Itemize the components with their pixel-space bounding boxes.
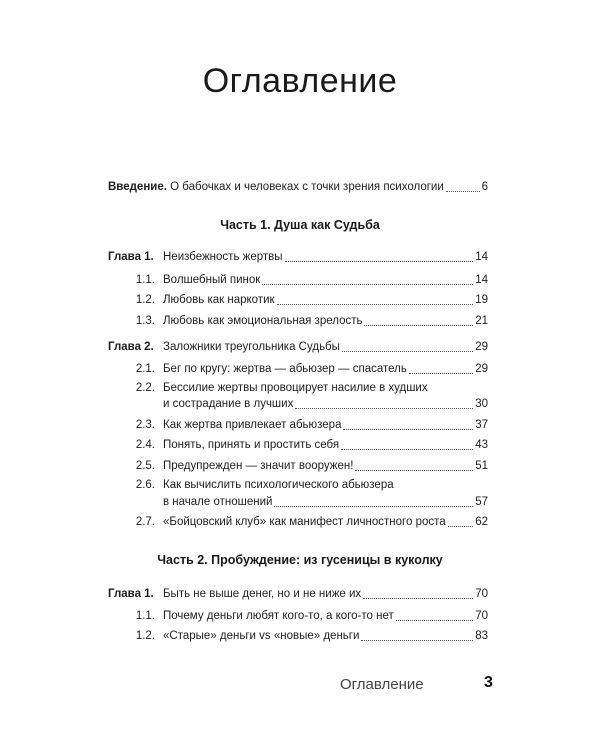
leader-dots: [342, 350, 473, 352]
toc-entry-1-3[interactable]: [108, 314, 488, 329]
entry-title: Как жертва привлекает абьюзера: [163, 419, 342, 431]
page-number: 6: [481, 181, 488, 193]
toc-entry-2-4[interactable]: [108, 438, 488, 453]
page-number: 57: [475, 496, 488, 508]
entry-title: Бег по кругу: жертва — абьюзер — спасатель: [163, 363, 407, 375]
intro-text: О бабочках и человеках с точки зрения психологии: [170, 181, 444, 193]
entry-title: «Бойцовский клуб» как манифест личностного роста: [163, 516, 446, 528]
page-number: 62: [475, 516, 488, 528]
toc-entry-2-3[interactable]: [108, 418, 488, 433]
section-number: 1.3.: [135, 315, 155, 327]
footer-section-title: Оглавление: [340, 676, 424, 693]
entry-title: Как вычислить психологического абьюзера: [163, 479, 394, 491]
toc-entry-1-2[interactable]: [108, 293, 488, 308]
toc-entry-2-1[interactable]: [108, 362, 488, 377]
intro-label: Введение.: [108, 181, 167, 193]
leader-dots: [343, 428, 473, 430]
entry-title: Понять, принять и простить себя: [163, 439, 340, 451]
toc-entry-2-7[interactable]: [108, 515, 488, 530]
leader-dots: [274, 505, 473, 507]
toc-entry-part-2-1-1[interactable]: [108, 609, 488, 624]
section-number: 2.4.: [135, 439, 155, 451]
entry-title: Заложники треугольника Судьбы: [163, 341, 340, 353]
entry-title-continued: и сострадание в лучших: [163, 398, 294, 410]
toc-entry-2-2-line-2[interactable]: [108, 397, 488, 412]
page-number: 51: [475, 460, 488, 472]
toc-entry-part-2-chapter-1[interactable]: [108, 587, 488, 602]
leader-dots: [364, 324, 473, 326]
page-number: 21: [475, 315, 488, 327]
section-number: 2.5.: [135, 460, 155, 472]
part-1-heading: Часть 1. Душа как Судьба: [220, 218, 380, 232]
entry-title: «Старые» деньги vs «новые» деньги: [163, 630, 360, 642]
page-number: 70: [475, 610, 488, 622]
page-number: 70: [475, 588, 488, 600]
toc-entry-2-6-line-1[interactable]: [108, 478, 488, 493]
toc-entry-2-5[interactable]: [108, 459, 488, 474]
entry-title-continued: в начале отношений: [163, 496, 273, 508]
section-number: 2.6.: [135, 479, 155, 491]
entry-title: Любовь как эмоциональная зрелость: [163, 315, 363, 327]
leader-dots: [396, 619, 473, 621]
section-number: 1.2.: [135, 630, 155, 642]
toc-entry-2-6-line-2[interactable]: [108, 495, 488, 510]
entry-title: Бессилие жертвы провоцирует насилие в худших: [163, 382, 428, 394]
leader-dots: [341, 448, 473, 450]
leader-dots: [262, 283, 473, 285]
page-number: 14: [475, 251, 488, 263]
page-number: 14: [475, 274, 488, 286]
page-number: 29: [475, 363, 488, 375]
section-number: 2.7.: [135, 516, 155, 528]
entry-title: Неизбежность жертвы: [163, 251, 283, 263]
entry-title: Быть не выше денег, но и не ниже их: [163, 588, 362, 600]
part-2-heading: Часть 2. Пробуждение: из гусеницы в куколку: [157, 553, 443, 567]
page-number: 29: [475, 341, 488, 353]
page-number: 37: [475, 419, 488, 431]
leader-dots: [277, 303, 474, 305]
chapter-label: Глава 2.: [108, 341, 154, 353]
chapter-label: Глава 1.: [108, 251, 154, 263]
page-title: Оглавление: [202, 62, 398, 100]
toc-entry-chapter-2[interactable]: [108, 340, 488, 355]
leader-dots: [355, 469, 473, 471]
section-number: 2.2.: [135, 382, 155, 394]
leader-dots: [409, 372, 473, 374]
leader-dots: [363, 597, 473, 599]
page-number: 43: [475, 439, 488, 451]
toc-entry-introduction[interactable]: [108, 180, 488, 195]
section-number: 1.2.: [135, 294, 155, 306]
entry-title: Предупрежден — значит вооружен!: [163, 460, 354, 472]
toc-entry-chapter-1[interactable]: [108, 250, 488, 265]
section-number: 1.1.: [135, 610, 155, 622]
toc-entry-1-1[interactable]: [108, 273, 488, 288]
leader-dots: [446, 190, 480, 192]
footer-page-number: 3: [484, 674, 493, 691]
leader-dots: [285, 260, 474, 262]
toc-entry-part-2-1-2[interactable]: [108, 629, 488, 644]
page-number: 30: [475, 398, 488, 410]
entry-title: Волшебный пинок: [163, 274, 261, 286]
entry-title: Почему деньги любят кого-то, а кого-то нет: [163, 610, 394, 622]
leader-dots: [361, 639, 473, 641]
section-number: 2.1.: [135, 363, 155, 375]
page-number: 19: [475, 294, 488, 306]
entry-title: Любовь как наркотик: [163, 294, 275, 306]
section-number: 1.1.: [135, 274, 155, 286]
leader-dots: [295, 407, 473, 409]
page-number: 83: [475, 630, 488, 642]
section-number: 2.3.: [135, 419, 155, 431]
chapter-label: Глава 1.: [108, 588, 154, 600]
toc-entry-2-2-line-1[interactable]: [108, 381, 488, 396]
leader-dots: [448, 525, 474, 527]
